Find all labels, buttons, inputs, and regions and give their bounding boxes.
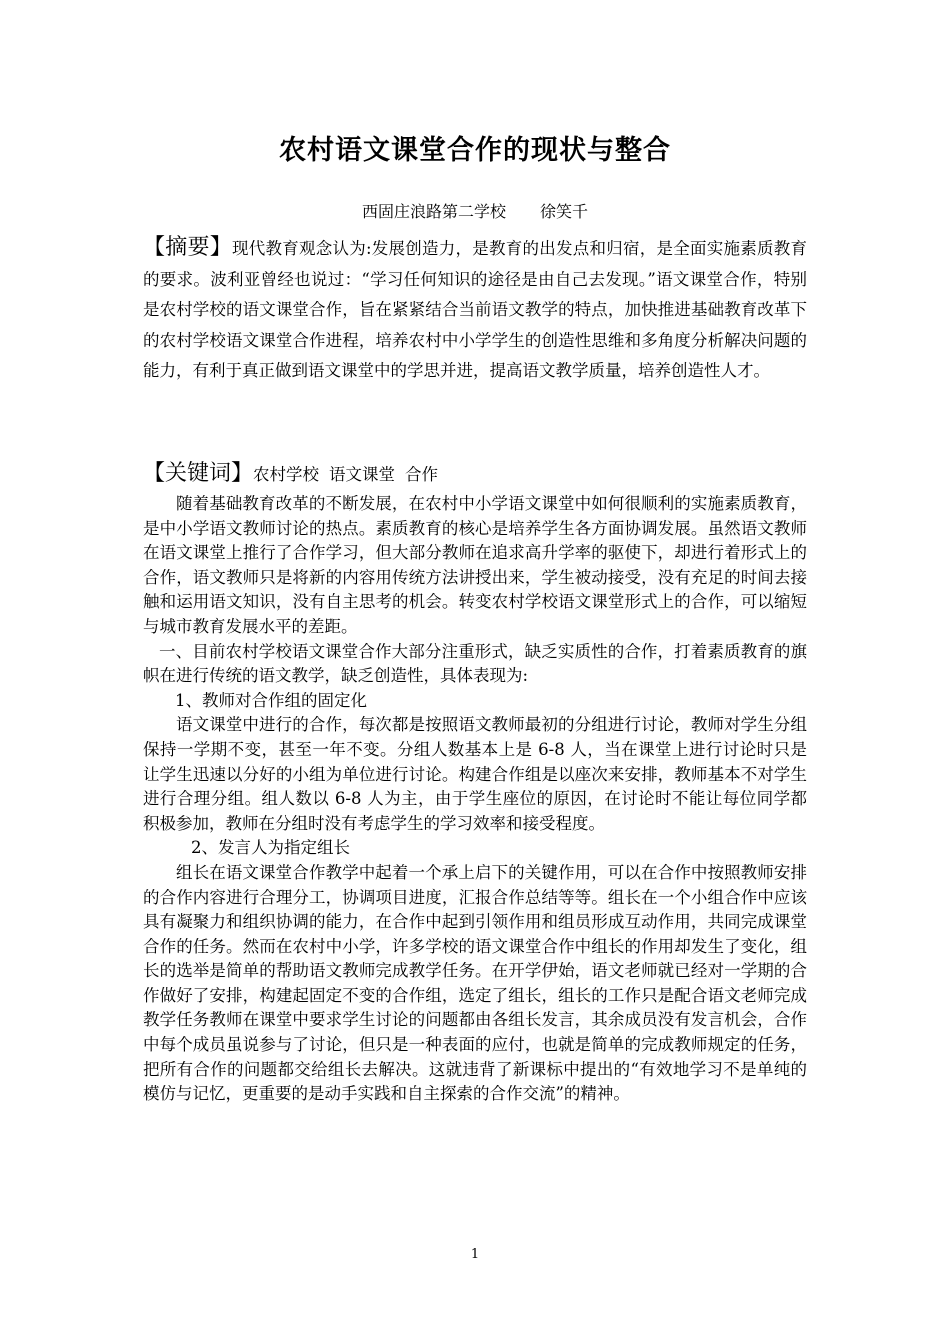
page-number: 1 [470,1247,480,1262]
keyword-item: 合作 [405,465,439,484]
subsection-heading: 1、教师对合作组的固定化 [175,690,367,710]
document-title: 农村语文课堂合作的现状与整合 [279,135,671,166]
keyword-item: 农村学校 [253,465,320,484]
subsection-paragraph: 组长在语文课堂合作教学中起着一个承上启下的关键作用，可以在合作中按照教师安排的合作内容进行合理分工，协调项目进度，汇报合作总结等等。组长在一个小组合作中应该具有凝聚力和组织协调的能力，在合作中起到引领作用和组员形成互动作用，共同完成课堂合作的任务。然而在农村中小学，许多学校的语文课堂合作中组长的作用却发生了变化，组长的选举是简单的帮助语文教师完成教学任务。在开学伊始，语文老师就已经对一学期的合作做好了安排，构建起固定不变的合作组，选定了组长，组长的工作只是配合语文老师完成教学任务教师在课堂中要求学生讨论的问题都由各组长发言，其余成员没有发言机会，合作中每个成员虽说参与了讨论，但只是一种表面的应付，也就是简单的完成教师规定的任务，把所有合作的问题都交给组长去解决。这就违背了新课标中提出的“有效地学习不是单纯的模仿与记忆，更重要的是动手实践和自主探索的合作交流”的精神。 [143,862,807,1104]
section-heading: 一、目前农村学校语文课堂合作大部分注重形式，缺乏实质性的合作，打着素质教育的旗帜在进行传统的语文教学，缺乏创造性，具体表现为: [143,641,807,686]
body-text [143,492,807,1107]
byline [0,199,950,222]
subsection-heading: 2、发言人为指定组长 [191,838,350,858]
author-name: 徐笑千 [540,202,589,221]
school-name: 西固庄浪路第二学校 [361,202,506,221]
intro-paragraph: 随着基础教育改革的不断发展，在农村中小学语文课堂中如何很顺利的实施素质教育，是中小学语文教师讨论的热点。素质教育的核心是培养学生各方面协调发展。虽然语文教师在语文课堂上推行了合作学习，但大部分教师在追求高升学率的驱使下，却进行着形式上的合作，语文教师只是将新的内容用传统方法讲授出来，学生被动接受，没有充足的时间去接触和运用语文知识，没有自主思考的机会。转变农村学校语文课堂形式上的合作，可以缩短与城市教育发展水平的差距。 [143,494,807,636]
subsection-paragraph: 语文课堂中进行的合作，每次都是按照语文教师最初的分组进行讨论，教师对学生分组保持一学期不变，甚至一年不变。分组人数基本上是 6-8 人，当在课堂上进行讨论时只是让学生迅速以分好的小组为单位进行讨论。构建合作组是以座次来安排，教师基本不对学生进行合理分组。组人数以 6-8 人为主，由于学生座位的原因，在讨论时不能让每位同学都积极参加，教师在分组时没有考虑学生的学习效率和接受程度。 [143,715,807,833]
abstract-heading: 【摘要】 [143,235,232,260]
abstract-text: 现代教育观念认为:发展创造力，是教育的出发点和归宿，是全面实施素质教育的要求。波利亚曾经也说过：“学习任何知识的途径是由自己去发现。”语文课堂合作，特别是农村学校的语文课堂合作，旨在紧紧结合当前语文教学的特点，加快推进基础教育改革下的农村学校语文课堂合作进程，培养农村中小学学生的创造性思维和多角度分析解决问题的能力，有利于真正做到语文课堂中的学思并进，提高语文教学质量，培养创造性人才。 [143,239,807,380]
keyword-item: 语文课堂 [329,465,396,484]
keywords-section [143,459,807,490]
abstract-section [143,233,807,387]
keywords-heading: 【关键词】 [143,461,254,486]
